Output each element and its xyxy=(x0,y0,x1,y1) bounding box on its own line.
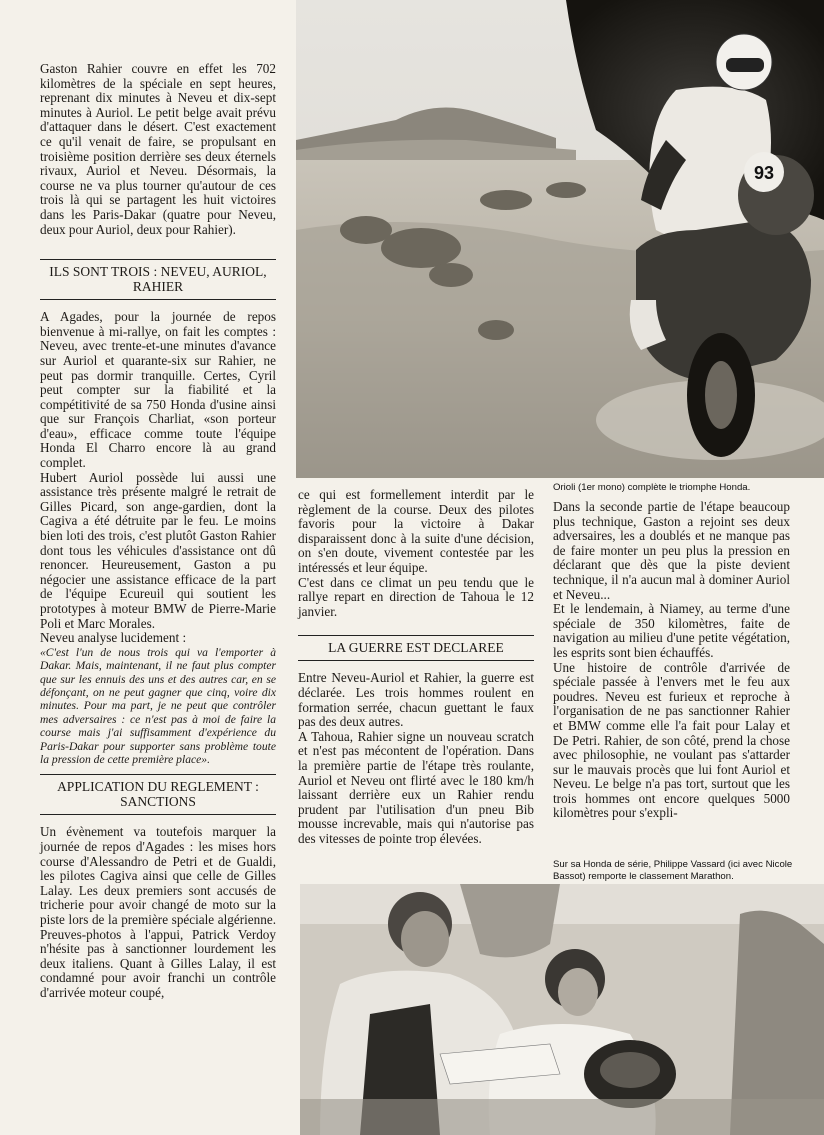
paragraph: Neveu analyse lucidement : xyxy=(40,630,187,646)
paragraph: A Tahoua, Rahier signe un nouveau scratch et n'est pas mécontent de l'opération. Dans la première partie de l'étape très roulante, Auriol et Neveu ont flirté avec le 180 km/h laissant derrière eux un Rahier rendu prudent par l'utilisation d'un pneu Bib mousse increvable, mais qui n'autorise pas des vitesses de pointe trop élevées. xyxy=(298,728,534,846)
paragraph: Dans la seconde partie de l'étape beaucoup plus technique, Gaston a rejoint ses deux adversaires, les a doublés et ne manque pas de faire monter un peu plus la pression en déclarant que dès que la piste devient technique, il n'a aucun mal à dominer Auriol et Neveu... xyxy=(553,499,790,602)
section-heading-ils-sont-trois: ILS SONT TROIS : NEVEU, AURIOL, RAHIER xyxy=(40,259,276,300)
column-2 xyxy=(298,488,534,846)
photo-riders xyxy=(300,884,824,1135)
section-heading-guerre-declaree: LA GUERRE EST DECLAREE xyxy=(298,635,534,661)
paragraph-intro: Gaston Rahier couvre en effet les 702 kilomètres de la spéciale en sept heures, reprenant dix minutes à Neveu et dix-sept minutes à Auriol. Le petit belge avait prévu d'attaquer dans le désert. C'est exactement ce qu'il venait de faire, se propulsant en troisième position derrière ses deux éternels rivaux, Auriol et Neveu. Désormais, la course ne va plus tourner qu'autour de ces trois là qui se partagent les huit victoires dans les Paris-Dakar (quatre pour Neveu, deux pour Auriol, deux pour Rahier). xyxy=(40,61,276,237)
paragraph: Un évènement va toutefois marquer la journée de repos d'Agades : les mises hors course d'Alessandro de Petri et de Gualdi, les pilotes Cagiva ainsi que celle de Gilles Lalay. Les deux premiers sont accusés de tricherie pour avoir changé de moto sur la piste lors de la première spéciale algérienne. Preuves-photos à l'appui, Patrick Verdoy n'hésite pas à sanctionner lourdement les deux italiens. Quant à Gilles Lalay, il est condamné pour avoir franchi un contrôle d'arrivée moteur coupé, xyxy=(40,824,276,1000)
paragraph: C'est dans ce climat un peu tendu que le rallye repart en direction de Tahoua le 12 janvier. xyxy=(298,574,534,619)
paragraph: Une histoire de contrôle d'arrivée de spéciale passée à l'envers met le feu aux poudres. Neveu est furieux et reproche à l'organisation de ne pas sanctionner Rahier et BMW comme elle l'a fait pour Lalay et De Petri. Rahier, de son côté, prend la chose avec philosophie, ne voulant pas s'attarder sur le mauvais procès que lui font Auriol et Neveu. Le belge n'a pas tort, surtout que les trois hommes ont encore quelques 5000 kilomètres pour s'expli- xyxy=(553,659,790,821)
section-heading-application-reglement: APPLICATION DU REGLEMENT : SANCTIONS xyxy=(40,774,276,815)
bib-number: 93 xyxy=(753,163,775,183)
paragraph: Entre Neveu-Auriol et Rahier, la guerre est déclarée. Les trois hommes roulent en formation serrée, chacun guettant le faux pas des deux autres. xyxy=(298,670,534,730)
column-3 xyxy=(553,500,790,821)
paragraph: ce qui est formellement interdit par le règlement de la course. Deux des pilotes favoris pour la victoire à Dakar disparaissent donc à la suite d'une décision, on s'en doute, vivement contestée par les intéressés et leur équipe. xyxy=(298,487,534,575)
paragraph: A Agades, pour la journée de repos bienvenue à mi-rallye, on fait les comptes : Neveu, avec trente-et-une minutes d'avance sur Auriol et quarante-six sur Rahier, ne peut pas dormir tranquille. Certes, Cyril peut compter sur la fiabilité et la compétitivité de sa 750 Honda d'usine ainsi que sur François Charliat, «son porteur d'eau», efficace comme toute l'équipe Honda El Charro encore là au grand complet. xyxy=(40,309,276,471)
photo-caption-bottom: Sur sa Honda de série, Philippe Vassard (ici avec Nicole Bassot) remporte le classement Marathon. xyxy=(553,859,793,882)
paragraph: Hubert Auriol possède lui aussi une assistance très présente malgré le retrait de Gilles Picard, son ange-gardien, dont la Cagiva a été détruite par le feu. Le moins bien loti des trois, c'est plutôt Gaston Rahier dont tous les véhicules d'assistance ont dû renoncer. Heureusement, Gaston a pu négocier une assistance efficace de la part de l'équipe Ecureuil qui soutient les prototypes à moteur BMW de Pierre-Marie Poli et Marc Morales. xyxy=(40,469,276,631)
paragraph: Et le lendemain, à Niamey, au terme d'une spéciale de 350 kilomètres, faite de navigation au milieu d'une petite végétation, les esprits sont bien échauffés. xyxy=(553,601,790,660)
quote-neveu: «C'est l'un de nous trois qui va l'emporter à Dakar. Mais, maintenant, il ne faut plus compter que sur les ennuis des uns et des autres car, en se défonçant, on ne peut gagner que cinq, voire dix minutes. Pour ma part, je ne peut que contrôler mes adversaires : ce n'est pas à moi de faire la course mais j'ai suffisamment d'expérience du Paris-Dakar pour supporter sans problème toute la pression de cette première place». xyxy=(40,645,276,767)
column-1 xyxy=(40,62,276,1001)
photo-riders-image xyxy=(300,884,824,1135)
photo-desert-motorcycle xyxy=(296,0,824,478)
photo-desert-motorcycle-image xyxy=(296,0,824,478)
photo-caption-top: Orioli (1er mono) complète le triomphe Honda. xyxy=(553,482,751,493)
